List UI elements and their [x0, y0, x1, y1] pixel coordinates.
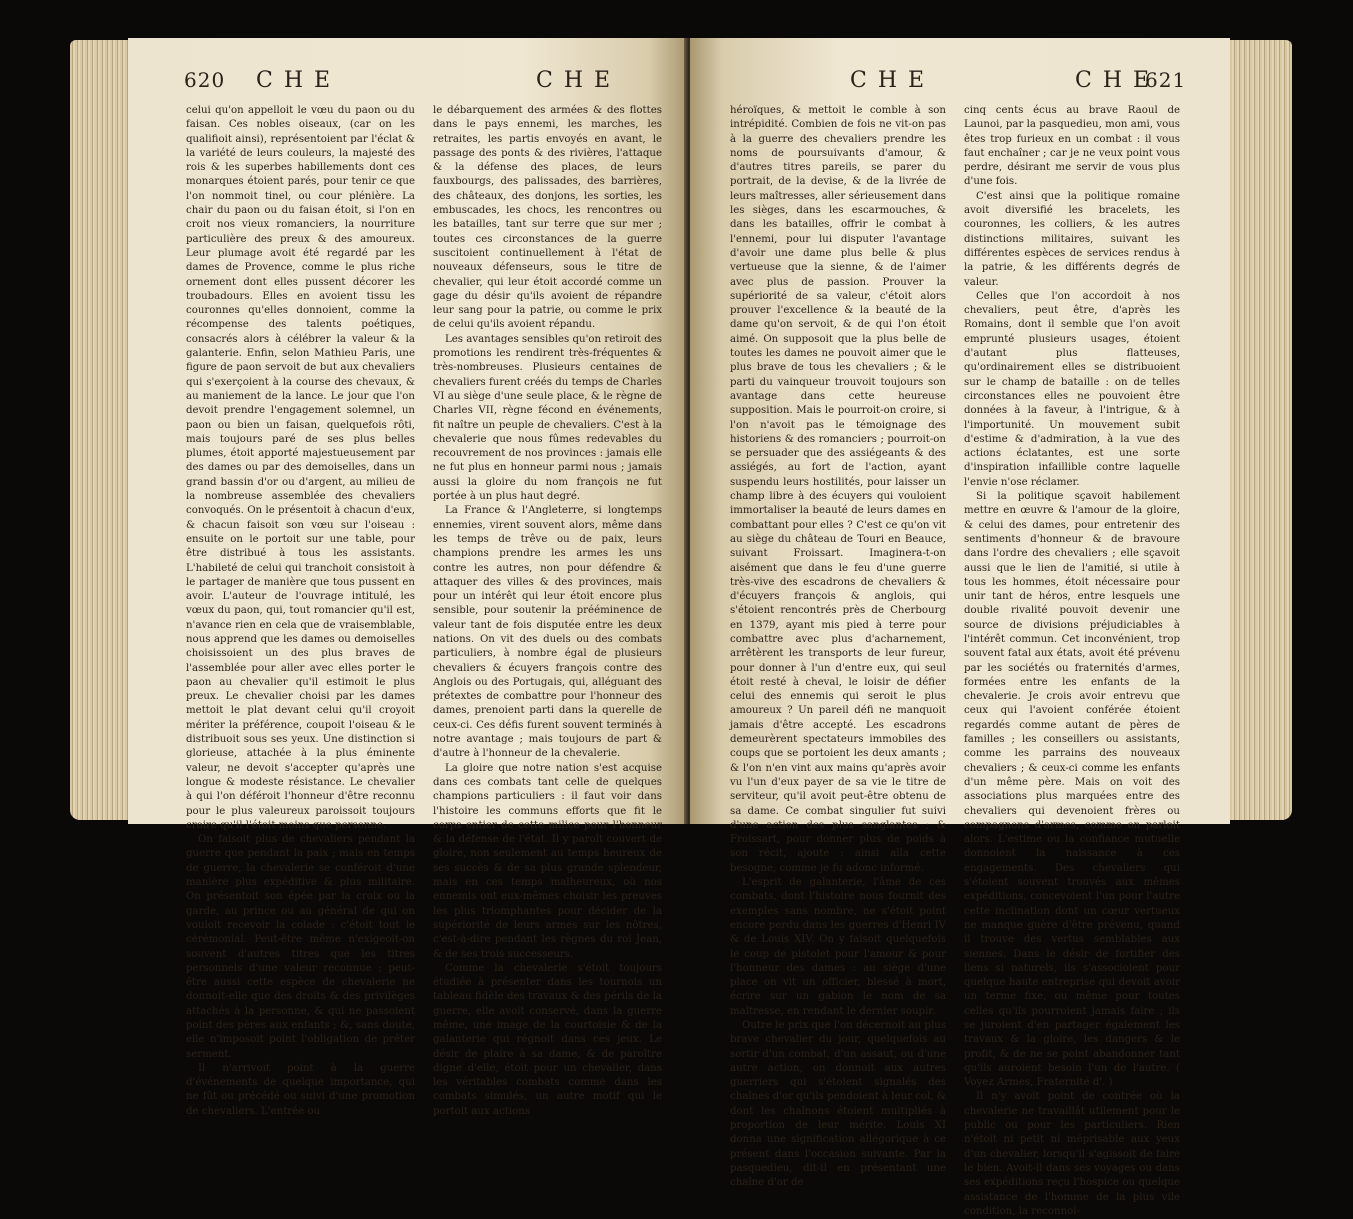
- paragraph: celui qu'on appelloit le vœu du paon ou du faisan. Ces nobles oiseaux, (car on les qualifioit ainsi), représentoient par l'éclat & la variété de leurs couleurs, la majesté des rois & les superbes habillements dont ces monarques étoient parés, pour tenir ce que l'on nommoit tinel, ou cour plénière. La chair du paon ou du faisan étoit, si l'on en croit nos vieux romanciers, la nourriture particulière des preux & des amoureux. Leur plumage avoit été regardé par les dames de Provence, comme le plus riche ornement dont elles pussent décorer les troubadours. Elles en avoient tissu les couronnes qu'elles donnoient, comme la récompense des talents poétiques, consacrés alors à célébrer la valeur & la galanterie. Enfin, selon Mathieu Paris, une figure de paon servoit de but aux chevaliers qui s'exerçoient à la course des chevaux, & au maniement de la lance. Le jour que l'on devoit prendre l'engagement solemnel, un paon ou bien un faisan, quelquefois rôti, mais toujours paré de ses plus belles plumes, étoit apporté majestueusement par des dames ou par des demoiselles, dans un grand bassin d'or ou d'argent, au milieu de la nombreuse assemblée des chevaliers convoqués. On le présentoit à chacun d'eux, & chacun faisoit son vœu sur l'oiseau : ensuite on le portoit sur une table, pour être distribué à tous les assistants. L'habileté de celui qui tranchoit consistoit à le partager de manière que tous pussent en avoir. L'auteur de l'ouvrage intitulé, les vœux du paon, qui, tout romancier qu'il est, n'avance rien en cela que de vraisemblable, nous apprend que les dames ou demoiselles choisissoient un des plus braves de l'assemblée pour aller avec elles porter le paon au chevalier qu'il estimoit le plus preux. Le chevalier choisi par les dames mettoit le plat devant celui qu'il croyoit mériter la préférence, coupoit l'oiseau & le distribuoit sous ses yeux. Une distinction si glorieuse, attachée à la plus éminente valeur, ne devoit s'accepter qu'après une longue & modeste résistance. Le chevalier à qui l'on déféroit l'honneur d'être reconnu pour le plus valeureux paroissoit toujours croire qu'il l'étoit moins que personne.: [186, 105, 415, 831]
- paragraph: le débarquement des armées & des flottes dans le pays ennemi, les marches, les retraites, les partis envoyés en avant, le passage des ponts & des rivières, l'attaque & la défense des places, de leurs fauxbourgs, des palissades, des barrières, des châteaux, des donjons, les sorties, les embuscades, les chocs, les rencontres ou les batailles, tant sur terre que sur mer ; toutes ces circonstances de la guerre suscitoient continuellement à l'état de nouveaux défenseurs, sous le titre de chevalier, qui leur étoit accordé comme un gage du désir qu'ils avoient de répandre leur sang pour la patrie, ou comme le prix de celui qu'ils avoient répandu.: [433, 105, 662, 331]
- running-head: C H E: [1075, 68, 1152, 93]
- paragraph: Il n'y avoit point de contrée où la chevalerie ne travaillât utilement pour le public ou pour les particuliers. Rien n'étoit ni petit ni méprisable aux yeux d'un chevalier, lorsqu'il s'agissoit de faire le bien. Avoit-il dans ses voyages ou dans ses expéditions reçu l'hospice ou quelque assistance de l'homme de la plus vile condition, la reconnoi-: [964, 1091, 1180, 1217]
- text-column: [964, 104, 1180, 1217]
- paragraph: C'est ainsi que la politique romaine avoit diversifié les bracelets, les couronnes, les colliers, & les autres distinctions militaires, suivant les différentes espèces de services rendus à la patrie, & les différents degrés de valeur.: [964, 190, 1180, 288]
- paragraph: Si la politique sçavoit habilement mettre en œuvre & l'amour de la gloire, & celui des dames, pour entretenir des sentiments d'honneur & de bravoure dans l'ordre des chevaliers ; elle sçavoit aussi que le lien de l'amitié, si utile à tous les hommes, étoit nécessaire pour unir tant de héros, entre lesquels une double rivalité pouvoit devenir une source de divisions préjudiciables à l'intérêt commun. Cet inconvénient, trop souvent fatal aux états, avoit été prévenu par les sociétés ou fraternités d'armes, formées entre les enfants de la chevalerie. Je crois avoir entrevu que ceux qui l'avoient conférée étoient regardés comme autant de pères de familles ; les conseillers ou assistants, comme les parrains des nouveaux chevaliers ; & ceux-ci comme les enfants d'un même père. Mais on voit des associations plus marquées entre des chevaliers qui devenoient frères ou compagnons d'armes, comme on parloit alors. L'estime ou la confiance mutuelle donnoient la naissance à ces engagements. Des chevaliers qui s'étoient souvent trouvés aux mêmes expéditions, concevoient l'un pour l'autre cette inclination dont un cœur vertueux ne manque guère d'être prévenu, quand il trouve des vertus semblables aux siennes. Dans le désir de fortifier des liens si naturels, ils s'associoient pour quelque haute entreprise qui devoit avoir un terme fixe, ou même pour toutes celles qu'ils pourroient jamais faire ; ils se juroient d'en partager également les travaux & la gloire, les dangers & le profit, & de ne se point abandonner tant qu'ils auroient besoin l'un de l'autre. ( Voyez Armes, Fraternité d'. ): [964, 491, 1180, 1089]
- paragraph: On faisoit plus de chevaliers pendant la guerre que pendant la paix ; mais en temps de guerre, la chevalerie se conféroit d'une manière plus expéditive & plus militaire. On présentoit son épée par la croix ou la garde, au prince ou au général de qui on vouloit recevoir la colade : c'étoit tout le cérémonial. Peut-être même n'exigeoit-on souvent d'autres titres que les titres personnels d'une valeur reconnue ; peut-être aussi cette espèce de chevalerie ne donnoit-elle que des droits & des privilèges attachés à la personne, & qui ne passoient point des pères aux enfants ; &, sans doute, elle n'imposoit point l'obligation de prêter serment.: [186, 834, 415, 1060]
- running-head: C H E: [536, 68, 613, 93]
- paragraph: cinq cents écus au brave Raoul de Launoi, par la pasquedieu, mon ami, vous êtes trop furieux en un combat : il vous faut enchaîner ; car je ne veux point vous perdre, désirant me servir de vous plus d'une fois.: [964, 105, 1180, 188]
- running-head: C H E: [256, 68, 333, 93]
- running-head: C H E: [850, 68, 927, 93]
- paragraph: La France & l'Angleterre, si longtemps ennemies, virent souvent alors, même dans les temps de trêve ou de paix, leurs champions prendre les armes les uns contre les autres, non pour défendre & attaquer des villes & des provinces, mais pour un intérêt qui leur étoit encore plus sensible, pour soutenir la prééminence de valeur tant de fois disputée entre les deux nations. On vit des duels ou des combats particuliers, à nombre égal de plusieurs chevaliers & écuyers françois contre des Anglois ou des Portugais, qui, alléguant des prétextes de combattre pour l'honneur des dames, prenoient parti dans la querelle de ceux-ci. Ces défis furent souvent terminés à notre avantage ; mais toujours de part & d'autre à l'honneur de la chevalerie.: [433, 505, 662, 760]
- paragraph: Il n'arrivoit point à la guerre d'événements de quelque importance, qui ne fût ou précédé ou suivi d'une promotion de chevaliers. L'entrée ou: [186, 1062, 415, 1117]
- paragraph: L'esprit de galanterie, l'âme de ces combats, dont l'histoire nous fournit des exemples sans nombre, ne s'étoit point encore perdu dans les guerres d'Henri IV & de Louis XIV. On y faisoit quelquefois le coup de pistolet pour l'amour & pour l'honneur des dames : au siège d'une place on vit un officier, blessé à mort, écrire sur un gabion le nom de sa maîtresse, en rendant le dernier soupir.: [730, 877, 946, 1017]
- text-column: [730, 104, 946, 1189]
- paragraph: Celles que l'on accordoit à nos chevaliers, peut être, d'après les Romains, dont il semble que l'on avoit emprunté plusieurs usages, étoient d'autant plus flatteuses, qu'ordinairement elles se distribuoient sur le champ de bataille : on de telles circonstances elles ne pouvoient être données à la faveur, à l'intrigue, & à l'importunité. Un mouvement subit d'estime & d'admiration, à la vue des actions éclatantes, est une sorte d'inspiration infaillible contre laquelle l'envie n'ose réclamer.: [964, 290, 1180, 488]
- page-number: 621: [1145, 68, 1187, 92]
- paragraph: Comme la chevalerie s'étoit toujours étudiée à présenter dans les tournois un tableau fidèle des travaux & des périls de la guerre, elle avoit conservé, dans la guerre même, une image de la courtoisie & de la galanterie qui régnoit dans ces jeux. Le désir de plaire à sa dame, & de paroître digne d'elle, étoit pour un chevalier, dans les véritables combats comme dans les combats simulés, un autre motif qui le portoit aux actions: [433, 962, 662, 1117]
- paragraph: Outre le prix que l'on décernoit au plus brave chevalier du jour, quelquefois au sortir d'un combat, d'un assaut, ou d'une autre action, on donnoit aux autres guerriers qui s'étoient signalés des chaînes d'or qu'ils pendoient à leur col, & dont les chaînons étoient multipliés à proportion de leur mérite. Louis XI donna une signification allégorique à ce présent dans l'occasion suivante. Par la pasquedieu, dit-il en présentant une chaîne d'or de: [730, 1020, 946, 1189]
- left-page: [128, 38, 688, 1117]
- paragraph: héroïques, & mettoit le comble à son intrépidité. Combien de fois ne vit-on pas à la guerre des chevaliers prendre les noms de poursuivants d'amour, & d'autres titres pareils, se parer du portrait, de la devise, & de la livrée de leurs maîtresses, aller sérieusement dans les sièges, dans les escarmouches, & dans les batailles, offrir le combat à l'ennemi, pour lui disputer l'avantage d'avoir une dame plus belle & plus vertueuse que la sienne, & de l'aimer avec plus de passion. Prouver la supériorité de sa valeur, c'étoit alors prouver l'excellence & la beauté de la dame qu'on servoit, & de qui l'on étoit aimé. On supposoit que la plus belle de toutes les dames ne pouvoit aimer que le plus brave de tous les chevaliers ; & le parti du vainqueur trouvoit toujours son avantage dans cette heureuse supposition. Mais le pourroit-on croire, si l'on n'avoit pas le témoignage des historiens & des romanciers ; pourroit-on se persuader que des assiégeants & des assiégés, au fort de l'action, ayant suspendu leurs hostilités, pour laisser un champ libre à des écuyers qui vouloient immortaliser la beauté de leurs dames en combattant pour elles ? C'est ce qu'on vit au siège du château de Touri en Beauce, suivant Froissart. Imaginera-t-on aisément que dans le feu d'une guerre très-vive des escadrons de chevaliers & d'écuyers françois & anglois, qui s'étoient rencontrés près de Cherbourg en 1379, ayant mis pied à terre pour combattre avec plus d'acharnement, arrêtèrent les transports de leur fureur, pour donner à l'un d'entre eux, qui seul étoit resté à cheval, le loisir de défier celui des ennemis qui seroit le plus amoureux ? Un pareil défi ne manquoit jamais d'être accepté. Les escadrons demeurèrent spectateurs immobiles des coups que se portoient les deux amants ; & l'on n'en vint aux mains qu'après avoir vu l'un d'eux payer de sa vie le titre de serviteur, qu'il avoit peut-être obtenu de sa dame. Ce combat singulier fut suivi d'une action des plus sanglantes ; & Froissart, pour donner plus de poids à son récit, ajoute : ainsi alla cette besogne, comme je fu adonc informé.: [730, 105, 946, 874]
- text-column: [433, 104, 662, 1117]
- paragraph: La gloire que notre nation s'est acquise dans ces combats tant celle de quelques champions particuliers : il faut voir dans l'histoire les communs efforts que fit le corps entier de cette milice pour l'honneur & la défense de l'état. Il y paroît couvert de gloire, non seulement au temps heureux de ses succès & de sa plus grande splendeur, mais en ces temps malheureux, où nos ennemis ont eux-mêmes choisir les preuves les plus triomphantes pour décider de la supériorité de leurs armes sur les nôtres, c'est-à-dire pendant les règnes du roi Jean, & de ses trois successeurs.: [433, 762, 662, 960]
- right-page: [690, 38, 1230, 1217]
- right-page-header: [730, 64, 1187, 104]
- left-page-edges: [70, 40, 132, 820]
- paragraph: Les avantages sensibles qu'on retiroit des promotions les rendirent très-fréquentes & très-nombreuses. Plusieurs centaines de chevaliers furent créés du temps de Charles VI au siège d'une seule place, & le règne de Charles VII, règne fécond en événements, fit naître un peuple de chevaliers. C'est à la chevalerie que nous fûmes redevables du recouvrement de nos provinces : jamais elle ne fut plus en honneur parmi nous ; jamais aussi la gloire du nom françois ne fut portée à un plus haut degré.: [433, 333, 662, 503]
- left-page-header: [186, 64, 662, 104]
- right-page-edges: [1222, 40, 1292, 820]
- text-column: [186, 104, 415, 1117]
- page-number: 620: [184, 68, 226, 92]
